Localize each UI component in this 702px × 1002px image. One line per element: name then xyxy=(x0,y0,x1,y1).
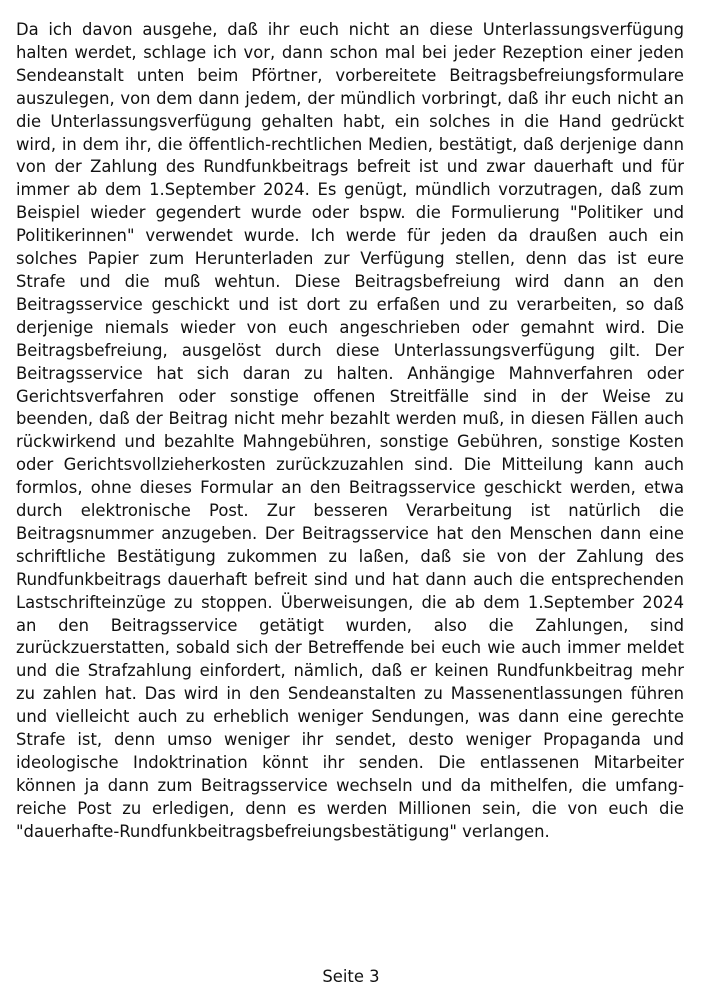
page-number: Seite 3 xyxy=(322,967,380,986)
body-paragraph: Da ich davon ausgehe, daß ihr euch nicht an diese Unterlassungsverfügung halten werdet, schlage ich vor, dann schon mal bei jeder Rezeption einer jeden Sendeanstalt unten beim Pförtner, vorbereitete Beitragsbefreiungsformulare auszulegen, von dem dann jedem, der mündlich vorbringt, daß ihr euch nicht an die Unterlassungsverfügung gehalten habt, ein solches in die Hand gedrückt wird, in dem ihr, die öffentlich-rechtlichen Medien, bestätigt, daß derjenige dann von der Zahlung des Rundfunkbeitrags befreit ist und zwar dauerhaft und für immer ab dem 1.September 2024. Es genügt, mündlich vorzutragen, daß zum Beispiel wieder gegendert wurde oder bspw. die Formulierung "Politiker und Politikerinnen" verwendet wurde. Ich werde für jeden da draußen auch ein solches Papier zum Herunterladen zur Verfügung stellen, denn das ist eure Strafe und die muß wehtun. Diese Beitragsbefreiung wird dann an den Beitragsservice geschickt und ist dort zu erfaßen und zu verarbeiten, so daß derjenige niemals wieder von euch angeschrieben oder gemahnt wird. Die Beitragsbefreiung, ausgelöst durch diese Unterlassungsverfügung gilt. Der Beitragsservice hat sich daran zu halten. Anhängige Mahnverfahren oder Gerichtsverfahren oder sonstige offenen Streitfälle sind in der Weise zu beenden, daß der Beitrag nicht mehr bezahlt werden muß, in diesen Fällen auch rückwirkend und bezahlte Mahngebühren, sonstige Gebühren, sonstige Kosten oder Gerichtsvollzieherkosten zurückzuzahlen sind. Die Mitteilung kann auch formlos, ohne dieses Formular an den Beitragsservice geschickt werden, etwa durch elektronische Post. Zur besseren Verarbeitung ist natürlich die Beitragsnummer anzugeben. Der Beitragsservice hat den Menschen dann eine schriftliche Bestätigung zukommen zu laßen, daß sie von der Zahlung des Rundfunkbeitrags dauerhaft befreit sind und hat dann auch die entsprechenden Lastschrifteinzüge zu stoppen. Überweisungen, die ab dem 1.September 2024 an den Beitragsservice getätigt wurden, also die Zahlungen, sind zurückzuerstatten, sobald sich der Betreffende bei euch wie auch immer meldet und die Strafzahlung einfordert, nämlich, daß er keinen Rundfunkbeitrag mehr zu zahlen hat. Das wird in den Sendeanstalten zu Massenentlassungen führen und vielleicht auch zu erheblich weniger Sendungen, was dann eine gerechte Strafe ist, denn umso weniger ihr sendet, desto weniger Propaganda und ideologische Indoktrination könnt ihr senden. Die entlassenen Mitarbeiter können ja dann zum Beitragsservice wechseln und da mithelfen, die umfangreiche Post zu erledigen, denn es werden Millionen sein, die von euch die "dauerhafte-Rundfunkbeitragsbefreiungsbestätigung" verlangen. xyxy=(16,20,684,841)
